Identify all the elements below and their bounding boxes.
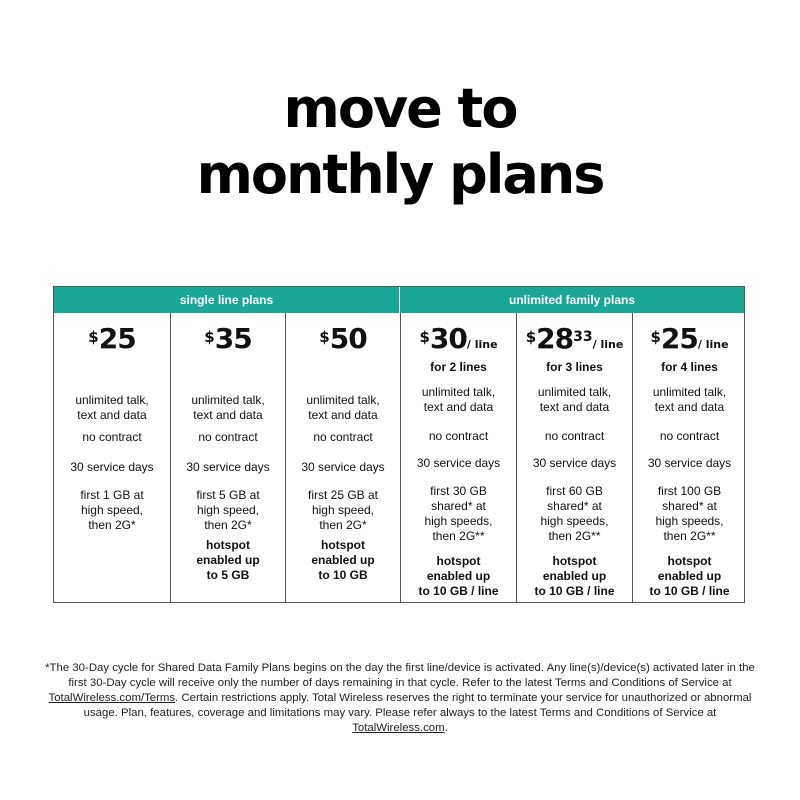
plan-feature: unlimited talk, text and data: [75, 393, 149, 422]
price-cents: 33: [573, 329, 593, 345]
plan-feature: first 60 GB shared* at high speeds, then 2G**: [540, 484, 609, 543]
plan-feature: unlimited talk, text and data: [191, 393, 265, 422]
footnote-text-3: .: [444, 722, 448, 734]
plan-feature: 30 service days: [186, 460, 270, 474]
title-line-1: move to: [283, 77, 517, 140]
plan-hotspot: hotspot enabled up to 10 GB / line: [534, 554, 615, 598]
plan-column: [54, 313, 170, 602]
plan-line-count: for 4 lines: [661, 360, 718, 374]
plan-feature: no contract: [544, 429, 605, 443]
plan-feature: 30 service days: [532, 456, 617, 470]
plan-price: [54, 321, 170, 357]
plan-price: [171, 321, 285, 357]
plan-column: [285, 313, 400, 602]
plan-column: [632, 313, 746, 602]
price-currency: $: [204, 328, 215, 346]
plan-line-count: for 2 lines: [430, 360, 487, 374]
price-currency: $: [319, 328, 330, 346]
plan-price: [401, 321, 516, 357]
plan-feature: first 1 GB at high speed, then 2G*: [80, 488, 144, 532]
plan-feature: no contract: [659, 429, 720, 443]
price-per-line: / line: [697, 338, 729, 351]
plan-feature: 30 service days: [70, 460, 154, 474]
plans-table: [53, 286, 745, 603]
plan-column: [400, 313, 516, 602]
plan-feature: first 100 GB shared* at high speeds, then 2G**: [655, 484, 724, 543]
price-amount: 25: [98, 322, 136, 355]
price-amount: 35: [214, 322, 252, 355]
plan-price: [286, 321, 400, 357]
plan-feature: unlimited talk, text and data: [306, 393, 380, 422]
plan-price: [517, 321, 632, 357]
plan-line-count: for 3 lines: [546, 360, 603, 374]
plan-feature: unlimited talk, text and data: [537, 385, 612, 414]
plan-feature: no contract: [198, 430, 258, 444]
footnote-text-2: . Certain restrictions apply. Total Wireless reserves the right to terminate your service for unauthorized or abnormal usage. Plan, features, coverage and limitations may vary. Please refer always to the latest Terms and Conditions of Service at: [83, 692, 752, 719]
plan-feature: unlimited talk, text and data: [652, 385, 727, 414]
plan-feature: no contract: [428, 429, 489, 443]
price-amount: 50: [329, 322, 367, 355]
single-line-plans-header: single line plans: [54, 287, 400, 313]
price-currency: $: [525, 328, 537, 346]
price-per-line: / line: [466, 338, 498, 351]
footnote: [40, 661, 760, 736]
plan-feature: first 30 GB shared* at high speeds, then 2G**: [424, 484, 493, 543]
totalwireless-link[interactable]: TotalWireless.com: [352, 722, 445, 734]
price-amount: 30: [429, 322, 467, 355]
terms-link[interactable]: TotalWireless.com/Terms: [48, 692, 176, 704]
price-currency: $: [419, 328, 430, 346]
price-amount: 28: [536, 322, 574, 355]
plan-price: [633, 321, 746, 357]
plan-column: [516, 313, 632, 602]
price-currency: $: [88, 328, 99, 346]
plan-feature: 30 service days: [647, 456, 732, 470]
plan-hotspot: hotspot enabled up to 10 GB / line: [649, 554, 730, 598]
plan-column: [170, 313, 285, 602]
price-amount: 25: [660, 322, 698, 355]
title-line-2: monthly plans: [196, 143, 604, 206]
plan-feature: first 5 GB at high speed, then 2G*: [196, 488, 260, 532]
family-plans-header: unlimited family plans: [400, 287, 744, 313]
plan-feature: 30 service days: [416, 456, 501, 470]
plan-hotspot: hotspot enabled up to 5 GB: [196, 538, 260, 582]
plan-feature: first 25 GB at high speed, then 2G*: [307, 488, 379, 532]
price-per-line: / line: [592, 338, 624, 351]
page-title: [0, 76, 800, 208]
plan-feature: no contract: [313, 430, 373, 444]
plan-feature: 30 service days: [301, 460, 385, 474]
footnote-text-1: *The 30-Day cycle for Shared Data Family Plans begins on the day the first line/device is activated. Any line(s)/device(s) activated later in the first 30-Day cycle will receive only the number of days remaining in that cycle. Refer to the latest Terms and Conditions of Service at: [45, 662, 755, 689]
plan-hotspot: hotspot enabled up to 10 GB: [311, 538, 375, 582]
price-currency: $: [650, 328, 661, 346]
plan-feature: no contract: [82, 430, 142, 444]
plan-feature: unlimited talk, text and data: [421, 385, 496, 414]
plan-hotspot: hotspot enabled up to 10 GB / line: [418, 554, 499, 598]
